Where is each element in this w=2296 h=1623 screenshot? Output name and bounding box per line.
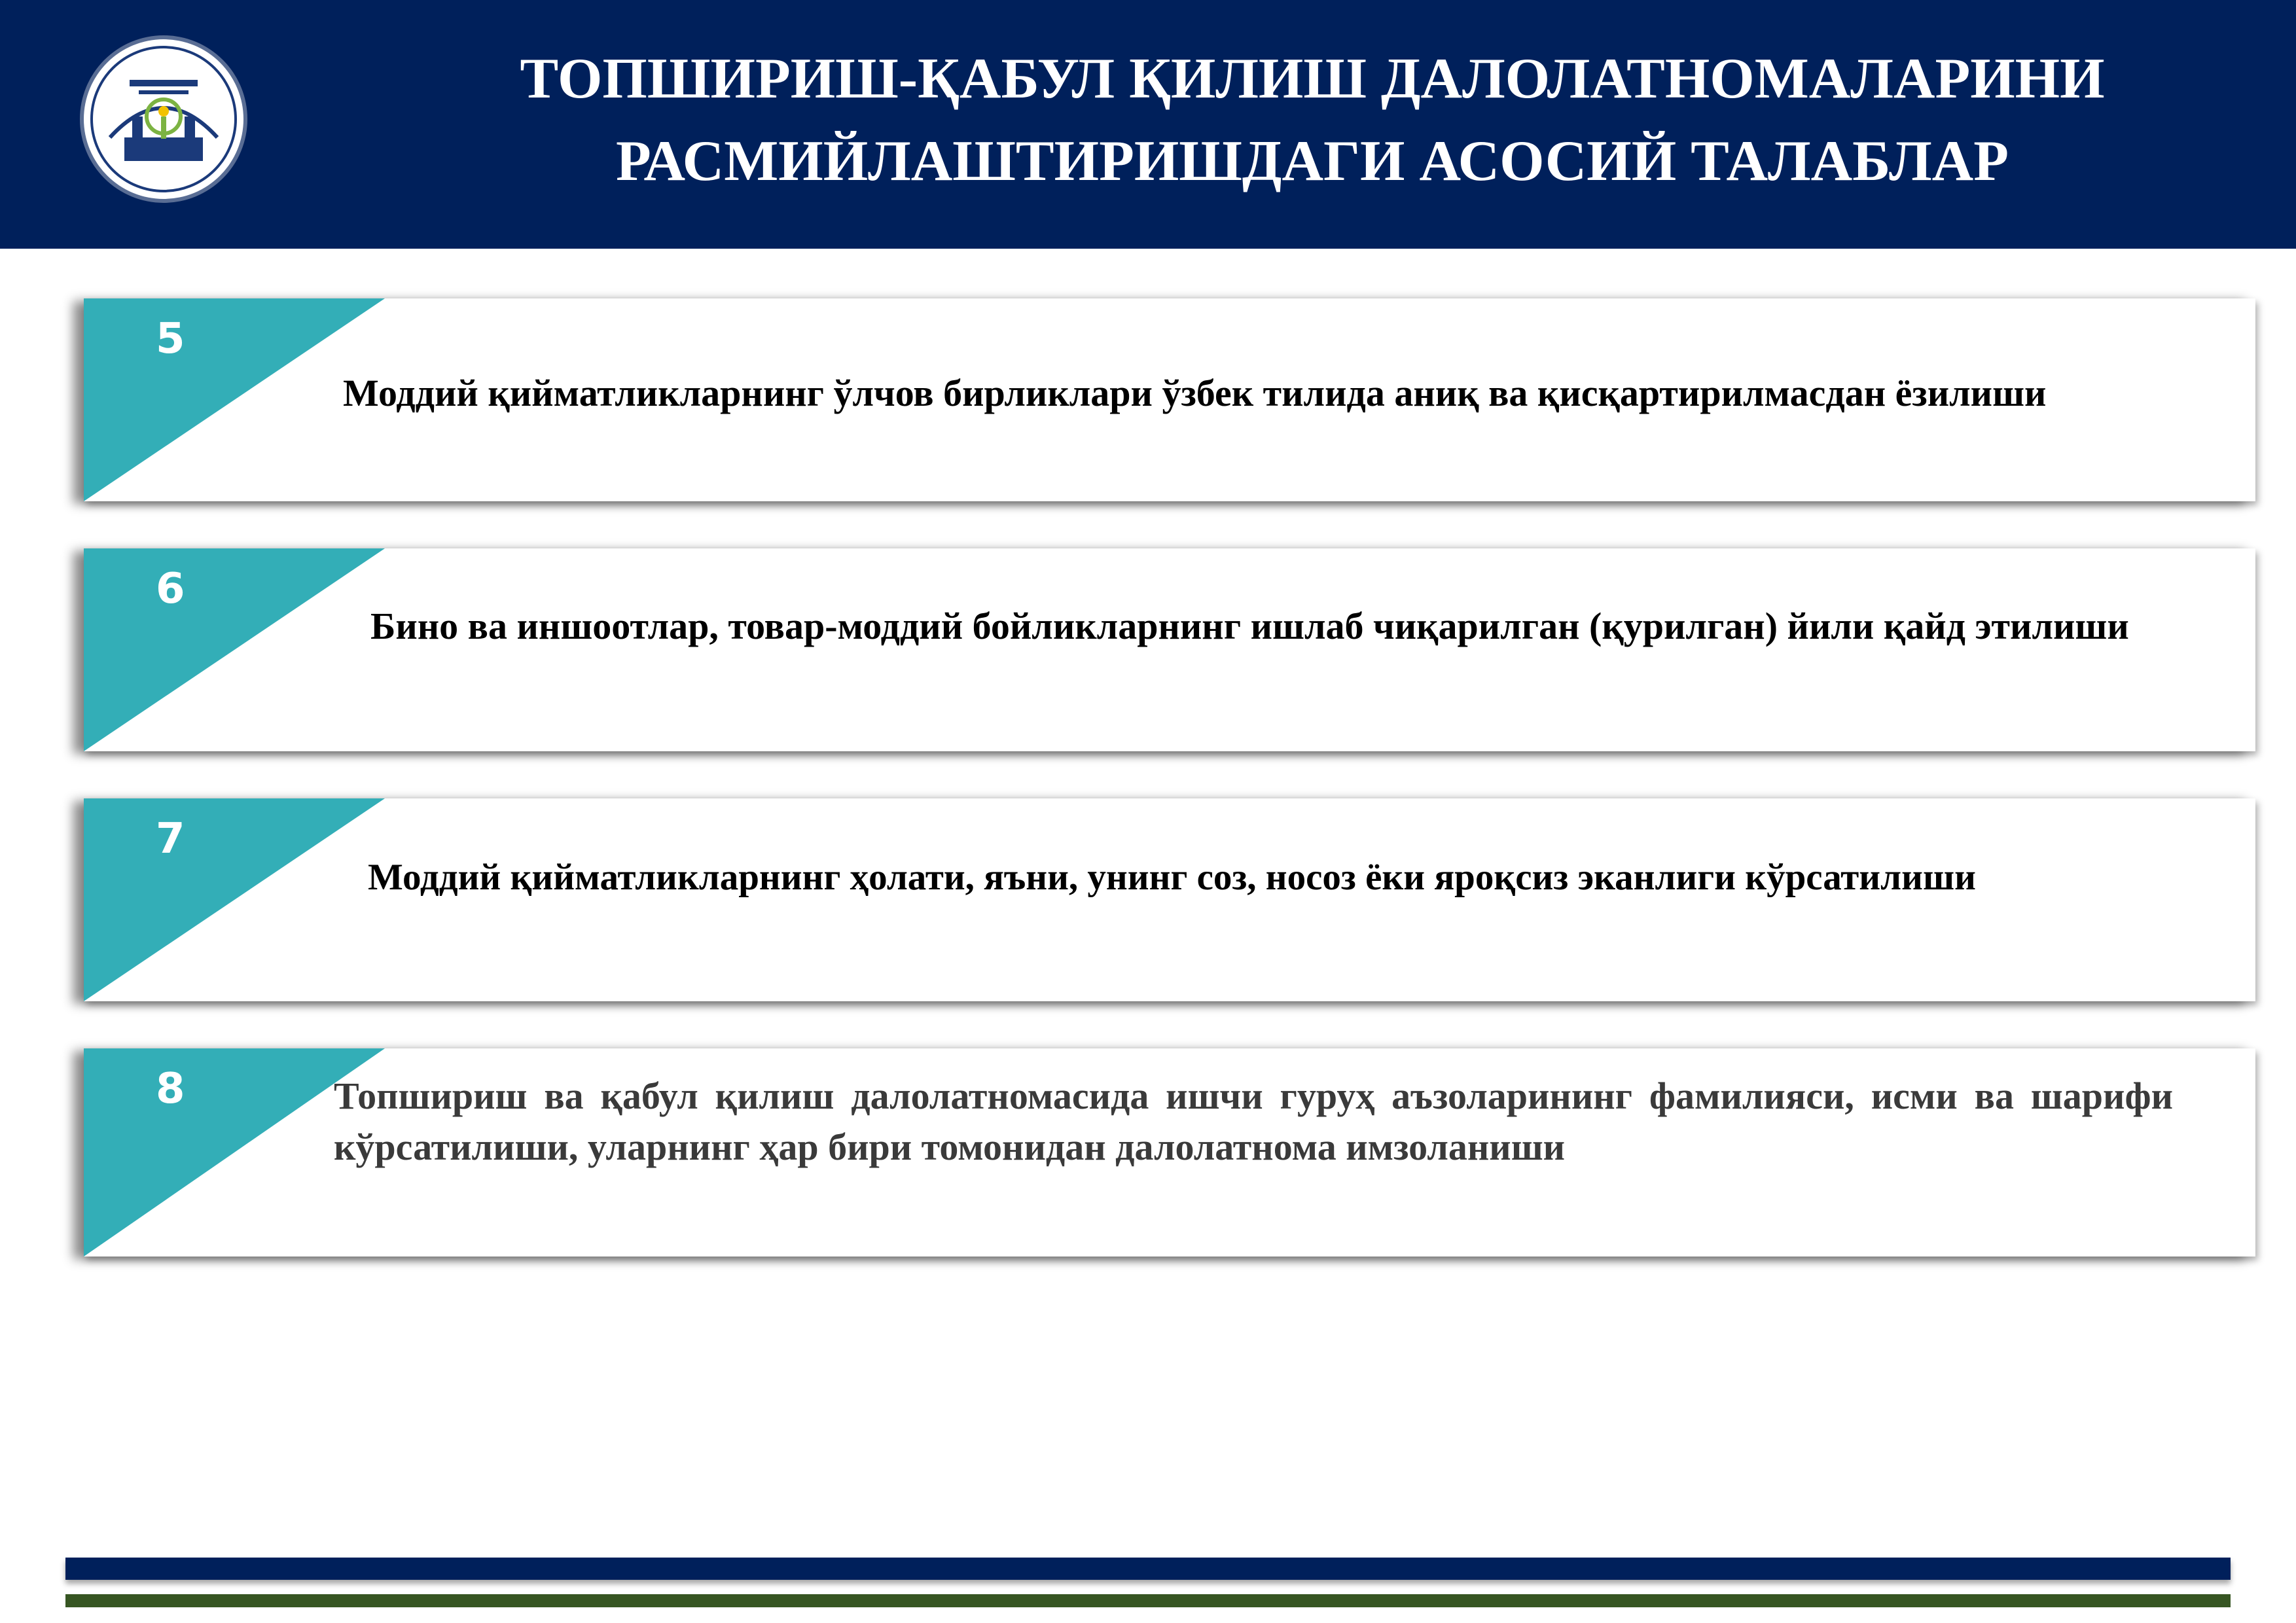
requirement-text: Топшириш ва қабул қилиш далолатномасида ишчи гуруҳ аъзоларининг фамилияси, исми ва шарифи кўрсатилиши, уларнинг ҳар бири томонидан далолатнома имзоланиши	[334, 1075, 2173, 1168]
requirement-card-5	[84, 298, 2255, 501]
page-title	[367, 38, 2258, 203]
card-accent-triangle	[84, 298, 385, 501]
requirement-text: Моддий қийматликларнинг ўлчов бирликлари ўзбек тилида аниқ ва қисқартирилмасдан ёзилиши	[343, 372, 2047, 414]
card-accent-triangle	[84, 798, 385, 1001]
requirement-card-7	[84, 798, 2255, 1001]
footer-bar-green	[65, 1594, 2231, 1607]
page-title-line-2: РАСМИЙЛАШТИРИШДАГИ АСОСИЙ ТАЛАБЛАР	[616, 130, 2009, 193]
page-title-line-1: ТОПШИРИШ-ҚАБУЛ ҚИЛИШ ДАЛОЛАТНОМАЛАРИНИ	[520, 47, 2105, 111]
requirement-number: 8	[156, 1065, 185, 1113]
requirement-number: 6	[156, 565, 185, 613]
requirement-number: 7	[156, 815, 185, 863]
header-banner	[0, 0, 2296, 249]
university-emblem-icon	[84, 39, 243, 199]
requirement-text: Бино ва иншоотлар, товар-моддий бойликларнинг ишлаб чиқарилган (қурилган) йили қайд этилиши	[370, 605, 2129, 647]
requirement-card-6	[84, 548, 2255, 751]
footer-bar-navy	[65, 1558, 2231, 1580]
requirement-number: 5	[156, 315, 185, 363]
card-accent-triangle	[84, 548, 385, 751]
requirement-text: Моддий қийматликларнинг ҳолати, яъни, унинг соз, носоз ёки яроқсиз эканлиги кўрсатилиши	[368, 857, 1976, 898]
requirement-card-8	[84, 1048, 2255, 1257]
